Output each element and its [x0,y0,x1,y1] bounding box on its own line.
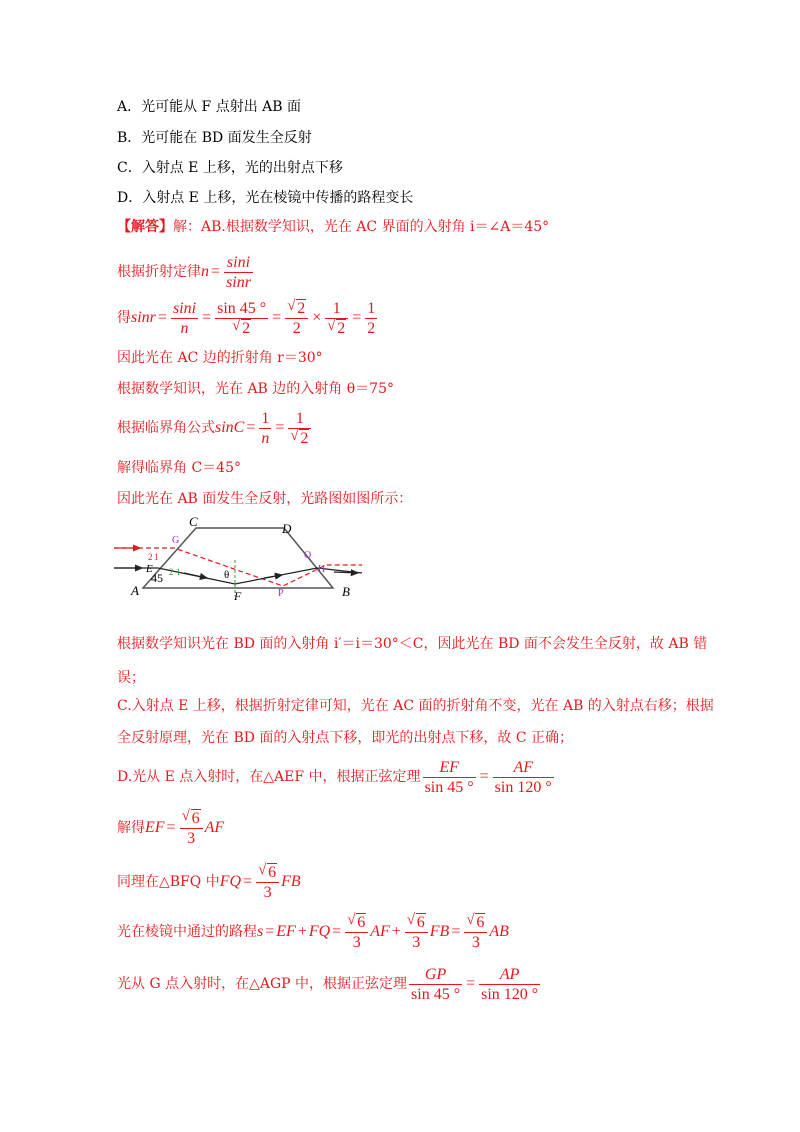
sqrt-symbol [232,319,251,338]
label-angle-2-red: 2 [148,552,153,562]
math-ef: EF [145,819,165,836]
c-line-2: 全反射原理，光在 BD 面的入射点下移，即光的出射点下移，故 C 正确； [117,730,574,746]
fraction-sqrt2-2 [285,299,308,338]
option-b: B．光可能在 BD 面发生全反射 [117,130,312,146]
option-a: A．光可能从 F 点射出 AB 面 [117,99,302,115]
math-sinc: sinC [215,419,245,436]
fraction-sqrt6-3 [464,913,487,952]
fraction-af-sin120 [493,758,554,797]
fraction-den: 2 [367,319,376,337]
sqrt-symbol [287,299,306,318]
g-sine-rule [117,962,542,1006]
label-angle-1-red: 1 [154,552,159,562]
fraction-sqrt6-3 [345,913,368,952]
fraction-num [180,809,203,829]
answer-intro-text: 解：AB.根据数学知识，光在 AC 界面的入射角 i＝∠A＝45° [173,219,550,235]
option-c: C．入射点 E 上移，光的出射点下移 [117,160,343,176]
sqrt-symbol [182,809,201,828]
fraction-num: sin 45 ° [217,299,267,317]
solve-ef [117,806,224,850]
black-ray-arrow-mid [184,573,207,578]
option-d: D．入射点 E 上移，光在棱镜中传播的路程变长 [117,190,414,206]
refraction-law-label: 根据折射定律 [117,264,201,280]
math-eq: = [479,768,489,785]
fraction-gp-sin45 [409,965,462,1004]
label-theta: θ [224,569,230,581]
fraction-num: 1 [261,409,270,427]
sinr-equation [117,296,379,340]
fraction-den [325,319,348,338]
fraction-sin45-sqrt2 [215,299,268,338]
answer-tag: 【解答】 [117,219,173,235]
g-line-label: 光从 G 点入射时，在△AGP 中，根据正弦定理 [117,976,408,992]
fraction-1-2 [365,299,377,338]
label-q: Q [304,550,312,561]
c-line-1: C.入射点 E 上移，根据折射定律可知，光在 AC 面的折射角不变，光在 AB 的入射点右移；根据 [117,698,714,714]
fraction-den: sin 45 ° [424,778,474,796]
math-eq: = [332,923,342,940]
math-eq: = [202,309,212,326]
critical-formula-label: 根据临界角公式 [117,420,215,436]
math-s: s [257,923,264,940]
refraction-angle-line: 因此光在 AC 边的折射角 r＝30° [117,350,323,366]
math-eq: = [265,923,275,940]
sqrt-value: 2 [297,299,306,317]
fraction-num [256,863,279,883]
sqrt-value: 6 [191,809,200,827]
math-fb: FB [429,923,450,940]
similarly-label: 同理在△BFQ 中 [117,874,220,890]
path-label: 光在棱镜中通过的路程 [117,924,257,940]
sqrt-value: 2 [242,319,251,337]
fraction-num: sini [224,253,253,273]
fraction-den: 3 [471,933,480,951]
fraction-ef-sin45 [423,758,476,797]
fraction-den: 3 [412,933,421,951]
sqrt-symbol [290,429,309,448]
fraction-den [215,319,268,338]
path-length [117,910,509,954]
fraction-num: AF [493,758,554,778]
fraction-den: 3 [187,829,196,847]
fraction-num: 1 [367,299,376,317]
math-ab: AB [489,923,509,940]
math-fq: FQ [308,923,331,940]
label-angle-2-green: 2 [169,567,174,577]
math-eq: = [211,263,221,280]
fraction-num [285,299,308,319]
d-line-label: D.光从 E 点入射时，在△AEF 中，根据正弦定理 [117,769,421,785]
refraction-law [117,252,255,292]
label-a: A [131,583,139,598]
sqrt-value: 2 [300,429,309,447]
fraction-1-sqrt2 [325,299,348,338]
math-plus: + [297,923,307,940]
label-e: E [146,563,153,575]
incidence-ab-line: 根据数学知识，光在 AB 边的入射角 θ＝75° [117,381,394,397]
fraction-num: AP [479,965,540,985]
critical-formula [117,406,313,450]
math-sinr: sinr [131,309,156,326]
fraction-den: sin 45 ° [411,985,461,1003]
fraction-num: sini [172,299,197,317]
sqrt-symbol [466,913,485,932]
fraction-den: 2 [292,319,301,337]
fraction-1-n [259,409,271,448]
fraction-ap-sin120 [479,965,540,1004]
label-b: B [342,584,350,599]
bd-line-2: 误； [117,670,145,686]
math-eq: = [157,309,167,326]
fraction-num: 1 [325,299,348,319]
sqrt-value: 6 [416,913,425,931]
fraction-sini-n [171,299,198,338]
fraction-den: n [180,319,189,337]
bd-line-1: 根据数学知识光在 BD 面的入射角 i′＝i＝30°＜C，因此光在 BD 面不会发生全反射，故 AB 错 [117,636,708,652]
math-eq: = [246,419,256,436]
math-ef: EF [276,923,296,940]
label-c: C [189,516,198,529]
get-label: 得 [117,310,131,326]
d-sine-rule [117,755,556,799]
label-p: P [278,588,284,599]
fraction-sqrt6-3 [180,809,203,848]
fraction-den: sinr [226,273,251,291]
fraction-den [288,429,311,448]
light-path-diagram [112,516,372,608]
fraction-sqrt6-3 [405,913,428,952]
sqrt-symbol [258,863,277,882]
sqrt-symbol [407,913,426,932]
sqrt-value: 2 [337,319,346,337]
sqrt-symbol [327,319,346,338]
sqrt-value: 6 [357,913,366,931]
math-eq: = [275,419,285,436]
math-fb: FB [281,873,301,890]
math-plus: + [391,923,401,940]
fraction-sini-sinr [224,253,253,292]
math-eq: = [166,819,176,836]
total-reflection-line: 因此光在 AB 面发生全反射，光路图如图所示： [117,491,413,507]
math-times: × [312,309,322,326]
fraction-1-sqrt2 [288,409,311,448]
math-n: n [201,263,209,280]
fraction-num: 1 [288,409,311,429]
math-eq: = [352,309,362,326]
fraction-den: sin 120 ° [494,778,552,796]
label-angle-45: 45 [151,571,163,585]
fraction-den: 3 [263,883,272,901]
fraction-num [345,913,368,933]
answer-intro [117,217,549,237]
math-af: AF [204,819,225,836]
sqrt-symbol [347,913,366,932]
label-f: F [234,589,242,603]
math-eq: = [272,309,282,326]
critical-result-line: 解得临界角 C＝45° [117,460,241,476]
black-ray-arrow-mid2 [264,575,282,578]
fraction-den: 3 [352,933,361,951]
math-eq: = [466,975,476,992]
math-eq: = [451,923,461,940]
sqrt-value: 6 [476,913,485,931]
math-eq: = [243,873,253,890]
fraction-num: EF [423,758,476,778]
solve-label: 解得 [117,820,145,836]
similarly-fq [117,860,301,904]
sqrt-value: 6 [268,863,277,881]
fraction-num: GP [409,965,462,985]
label-angle-1-green: 1 [176,567,181,577]
label-d: D [282,521,292,536]
label-g: G [172,535,180,546]
fraction-sqrt6-3 [256,863,279,902]
fraction-den: sin 120 ° [481,985,539,1003]
math-af: AF [370,923,390,940]
fraction-num [405,913,428,933]
fraction-den: n [261,429,270,447]
math-fq: FQ [219,873,242,890]
fraction-num [464,913,487,933]
label-h: H [318,564,326,575]
